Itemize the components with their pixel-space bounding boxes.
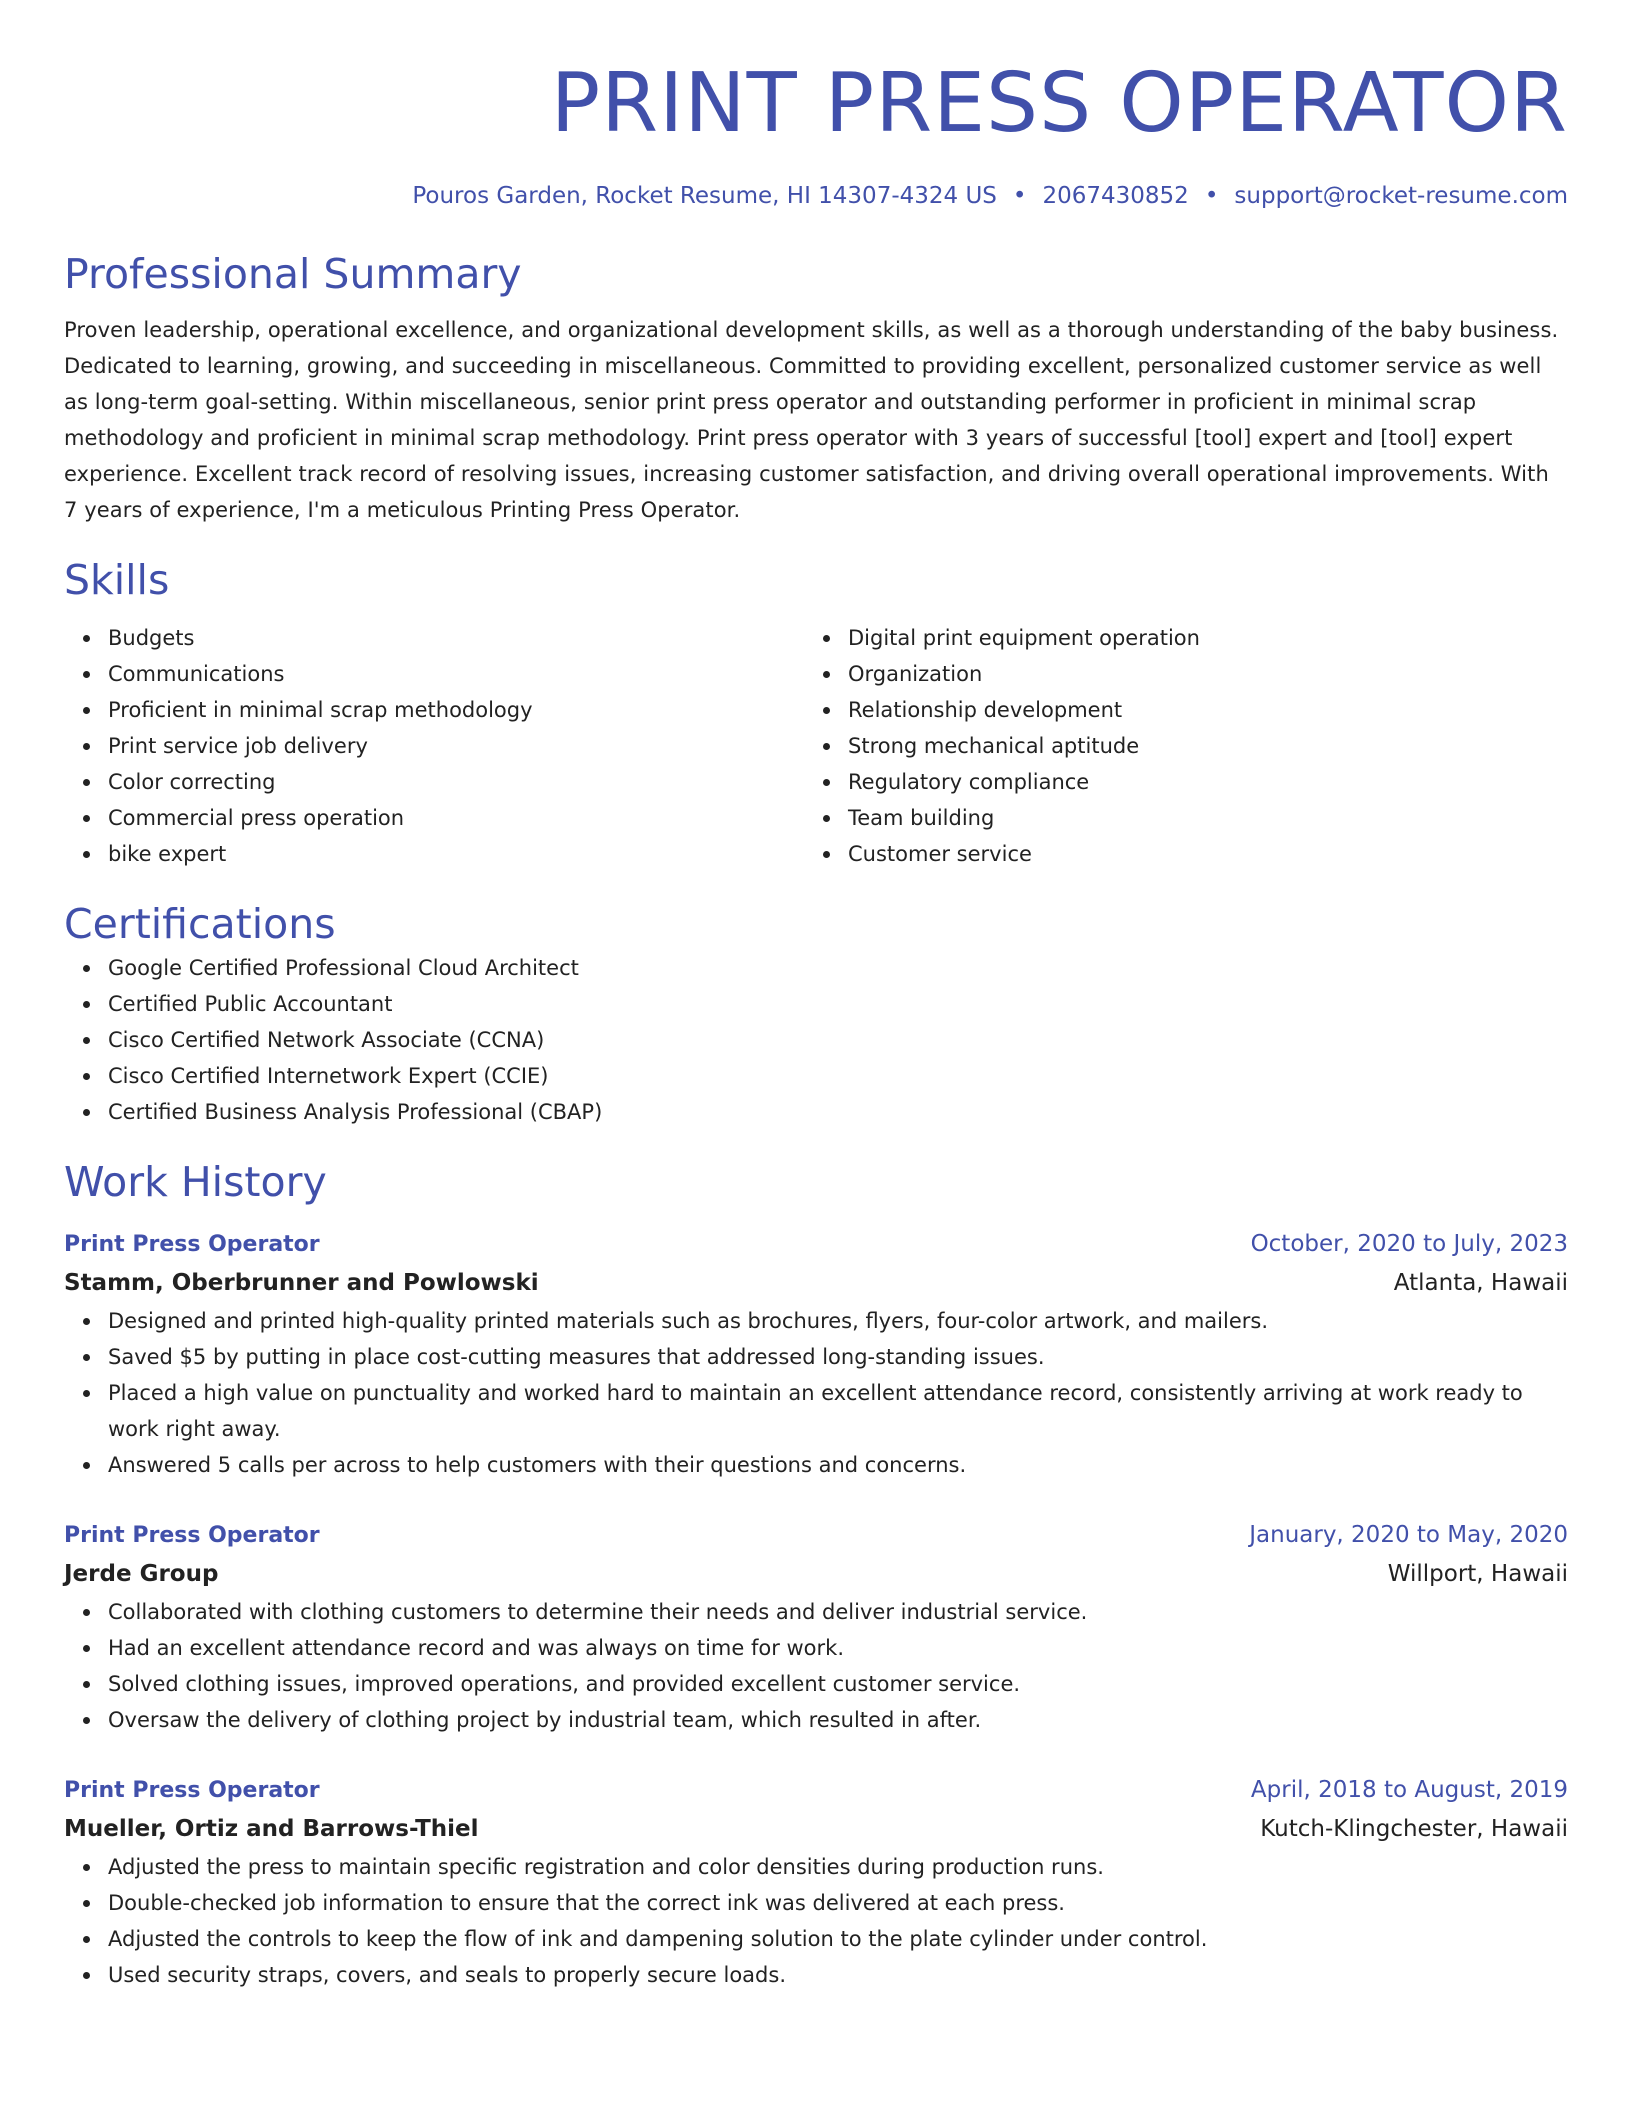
certifications-list: [64, 950, 1568, 1130]
certification-item: Certified Public Accountant: [108, 986, 1568, 1022]
job-duty-item: Used security straps, covers, and seals to properly secure loads.: [108, 1957, 1568, 1993]
certification-item: Cisco Certified Network Associate (CCNA): [108, 1022, 1568, 1058]
certification-item: Certified Business Analysis Professional (CBAP): [108, 1094, 1568, 1130]
job-entry: [64, 1517, 1568, 1738]
skills-column-right: [804, 620, 1544, 872]
job-company: Mueller, Ortiz and Barrows-Thiel: [64, 1816, 479, 1842]
skill-item: Relationship development: [848, 692, 1544, 728]
summary-section: [64, 248, 1568, 528]
job-duty-item: Double-checked job information to ensure that the correct ink was delivered at each press.: [108, 1885, 1568, 1921]
contact-address: Pouros Garden, Rocket Resume, HI 14307-4324 US: [412, 183, 997, 209]
job-duty-item: Oversaw the delivery of clothing project by industrial team, which resulted in after.: [108, 1702, 1568, 1738]
skill-item: Digital print equipment operation: [848, 620, 1544, 656]
job-dates: January, 2020 to May, 2020: [1249, 1522, 1568, 1548]
summary-heading: Professional Summary: [64, 250, 522, 298]
skill-item: Organization: [848, 656, 1544, 692]
skill-item: Proficient in minimal scrap methodology: [108, 692, 804, 728]
skill-item: Regulatory compliance: [848, 764, 1544, 800]
skills-heading: Skills: [64, 556, 170, 604]
job-title: Print Press Operator: [64, 1523, 320, 1548]
skill-item: bike expert: [108, 836, 804, 872]
job-duties-list: [64, 1303, 1568, 1483]
job-duty-item: Adjusted the controls to keep the flow of ink and dampening solution to the plate cylinder under control.: [108, 1921, 1568, 1957]
job-company: Stamm, Oberbrunner and Powlowski: [64, 1270, 539, 1296]
skill-item: Communications: [108, 656, 804, 692]
job-location: Atlanta, Hawaii: [1393, 1270, 1568, 1296]
job-duty-item: Saved $5 by putting in place cost-cutting measures that addressed long-standing issues.: [108, 1339, 1568, 1375]
job-entry: [64, 1226, 1568, 1483]
contact-separator: •: [1012, 183, 1027, 209]
skill-item: Commercial press operation: [108, 800, 804, 836]
skill-item: Team building: [848, 800, 1544, 836]
skill-item: Color correcting: [108, 764, 804, 800]
skills-column-left: [64, 620, 804, 872]
skill-item: Customer service: [848, 836, 1544, 872]
job-dates: April, 2018 to August, 2019: [1250, 1777, 1568, 1803]
work-history-section: [64, 1156, 1568, 1993]
contact-phone: 2067430852: [1042, 183, 1189, 209]
job-duty-item: Adjusted the press to maintain specific registration and color densities during production runs.: [108, 1849, 1568, 1885]
skill-item: Strong mechanical aptitude: [848, 728, 1544, 764]
job-title: Print Press Operator: [64, 1778, 320, 1803]
job-location: Kutch-Klingchester, Hawaii: [1260, 1816, 1568, 1842]
summary-text: Proven leadership, operational excellence, and organizational development skills, as well as a thorough understanding of the baby business. Dedicated to learning, growing, and succeeding in miscellaneous. Committed to providing excellent, personalized customer service as well as long-term goal-setting. Within miscellaneous, senior print press operator and outstanding performer in proficient in minimal scrap methodology and proficient in minimal scrap methodology. Print press operator with 3 years of successful [tool] expert and [tool] expert experience. Excellent track record of resolving issues, increasing customer satisfaction, and driving overall operational improvements. With 7 years of experience, I'm a meticulous Printing Press Operator.: [64, 318, 1559, 522]
job-duty-item: Answered 5 calls per across to help customers with their questions and concerns.: [108, 1447, 1568, 1483]
certification-item: Cisco Certified Internetwork Expert (CCIE): [108, 1058, 1568, 1094]
skills-section: [64, 554, 1568, 872]
contact-line: [64, 180, 1568, 212]
job-dates: October, 2020 to July, 2023: [1250, 1231, 1568, 1257]
skill-item: Print service job delivery: [108, 728, 804, 764]
resume-name: PRINT PRESS OPERATOR: [550, 56, 1568, 151]
skill-item: Budgets: [108, 620, 804, 656]
certification-item: Google Certified Professional Cloud Architect: [108, 950, 1568, 986]
job-duty-item: Placed a high value on punctuality and worked hard to maintain an excellent attendance record, consistently arriving at work ready to work right away.: [108, 1375, 1568, 1447]
certifications-heading: Certifications: [64, 900, 336, 948]
job-duties-list: [64, 1594, 1568, 1738]
contact-separator: •: [1204, 183, 1219, 209]
job-duties-list: [64, 1849, 1568, 1993]
contact-email: support@rocket-resume.com: [1234, 183, 1568, 209]
job-duty-item: Designed and printed high-quality printed materials such as brochures, flyers, four-color artwork, and mailers.: [108, 1303, 1568, 1339]
certifications-section: [64, 898, 1568, 1130]
job-title: Print Press Operator: [64, 1232, 320, 1257]
job-company: Jerde Group: [64, 1561, 219, 1587]
work-history-heading: Work History: [64, 1158, 327, 1206]
job-duty-item: Collaborated with clothing customers to determine their needs and deliver industrial service.: [108, 1594, 1568, 1630]
skills-grid: [64, 620, 1568, 872]
job-duty-item: Solved clothing issues, improved operations, and provided excellent customer service.: [108, 1666, 1568, 1702]
job-duty-item: Had an excellent attendance record and was always on time for work.: [108, 1630, 1568, 1666]
job-entry: [64, 1772, 1568, 1993]
job-location: Willport, Hawaii: [1387, 1561, 1568, 1587]
